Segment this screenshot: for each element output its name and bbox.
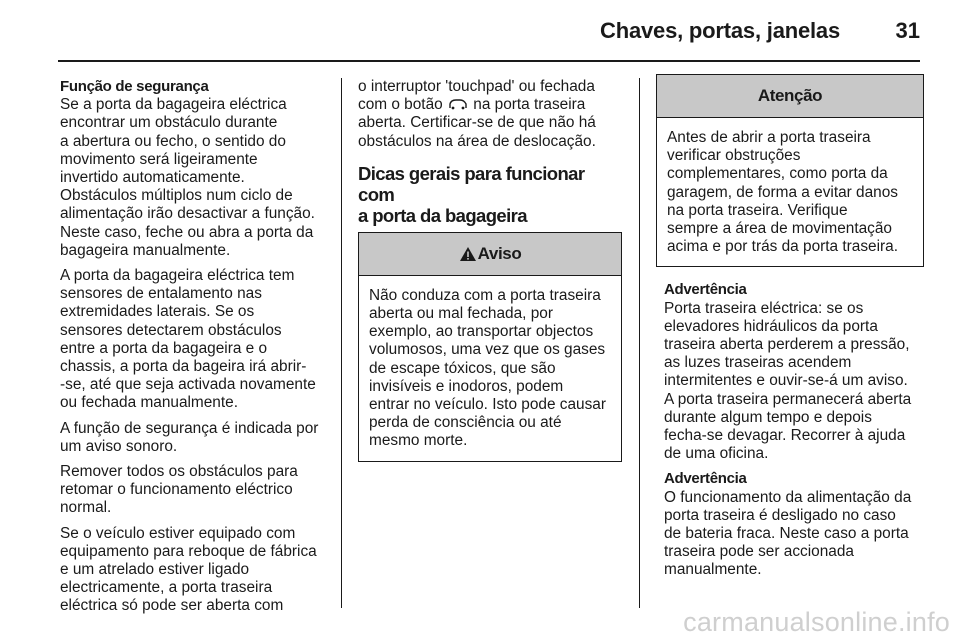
note-1-title: Advertência [664, 281, 747, 299]
page-title: Chaves, portas, janelas [600, 18, 840, 43]
column-divider-1 [341, 78, 342, 608]
warning-body: Não conduza com a porta traseira aberta ou mal fechada, por exemplo, ao transportar objectos volumosos, uma vez que os gases de escape tóxicos, que são invisíveis e inodoros, podem entrar no veículo. Isto pode causar perda de consciência ou até mesmo morte. [369, 286, 606, 450]
note-1-body: Porta traseira eléctrica: se os elevadores hidráulicos da porta traseira aberta perderem a pressão, as luzes traseiras acendem intermitentes e ouvir-se-á um aviso. A porta traseira permanecerá aberta durante algum tempo e depois fecha-se devagar. Recorrer à ajuda de uma oficina. [664, 299, 912, 463]
header-divider [58, 60, 920, 62]
column-divider-2 [639, 78, 640, 608]
note-2 [656, 470, 924, 579]
section-heading: Dicas gerais para funcionar com a porta da bagageira [358, 162, 585, 226]
car-tailgate-icon [448, 98, 468, 110]
column-2 [358, 78, 622, 462]
safety-paragraph-4: Remover todos os obstáculos para retomar o funcionamento eléctrico normal. [60, 463, 298, 517]
warning-box [358, 232, 622, 462]
safety-paragraph-2: A porta da bagageira eléctrica tem sensores de entalamento nas extremidades laterais. Se os sensores detectarem obstáculos entre a porta da bagageira e o chassis, a porta da bageira irá abrir- -se, até que seja activada novamente ou fechada manualmente. [60, 267, 316, 412]
note-1 [656, 281, 924, 463]
safety-paragraph-3: A função de segurança é indicada por um aviso sonoro. [60, 419, 319, 455]
watermark: carmanualsonline.info [683, 607, 950, 637]
attention-box-header [657, 75, 923, 118]
column-1 [60, 78, 324, 616]
attention-box [656, 74, 924, 267]
note-2-body: O funcionamento da alimentação da porta traseira é desligado no caso de bateria fraca. Neste caso a porta traseira pode ser accionada manualmente. [664, 488, 912, 579]
attention-body: Antes de abrir a porta traseira verificar obstruções complementares, como porta da garagem, de forma a evitar danos na porta traseira. Verifique sempre a área de movimentação acima e por trás da porta traseira. [667, 129, 898, 256]
column-3 [656, 78, 924, 587]
safety-paragraph-1: Se a porta da bagageira eléctrica encontrar um obstáculo durante a abertura ou fecho, o sentido do movimento será ligeiramente invertido automaticamente. Obstáculos múltiplos num ciclo de alimentação irão desactivar a função. Neste caso, feche ou abra a porta da bagageira manualmente. [60, 96, 315, 259]
page-number: 31 [895, 18, 920, 43]
warning-box-header [359, 233, 621, 276]
warning-triangle-icon [459, 246, 477, 262]
continuation-paragraph: o interruptor 'touchpad' ou fechada com o botão na porta traseira aberta. Certificar-se de que não há obstáculos na área de deslocação. [358, 78, 596, 150]
safety-paragraph-5: Se o veículo estiver equipado com equipamento para reboque de fábrica e um atrelado estiver ligado electricamente, a porta traseira eléctrica só pode ser aberta com [60, 524, 317, 615]
warning-title: Aviso [477, 243, 522, 263]
note-2-title: Advertência [664, 470, 747, 488]
attention-title: Atenção [757, 85, 823, 105]
safety-function-title: Função de segurança [60, 78, 209, 95]
